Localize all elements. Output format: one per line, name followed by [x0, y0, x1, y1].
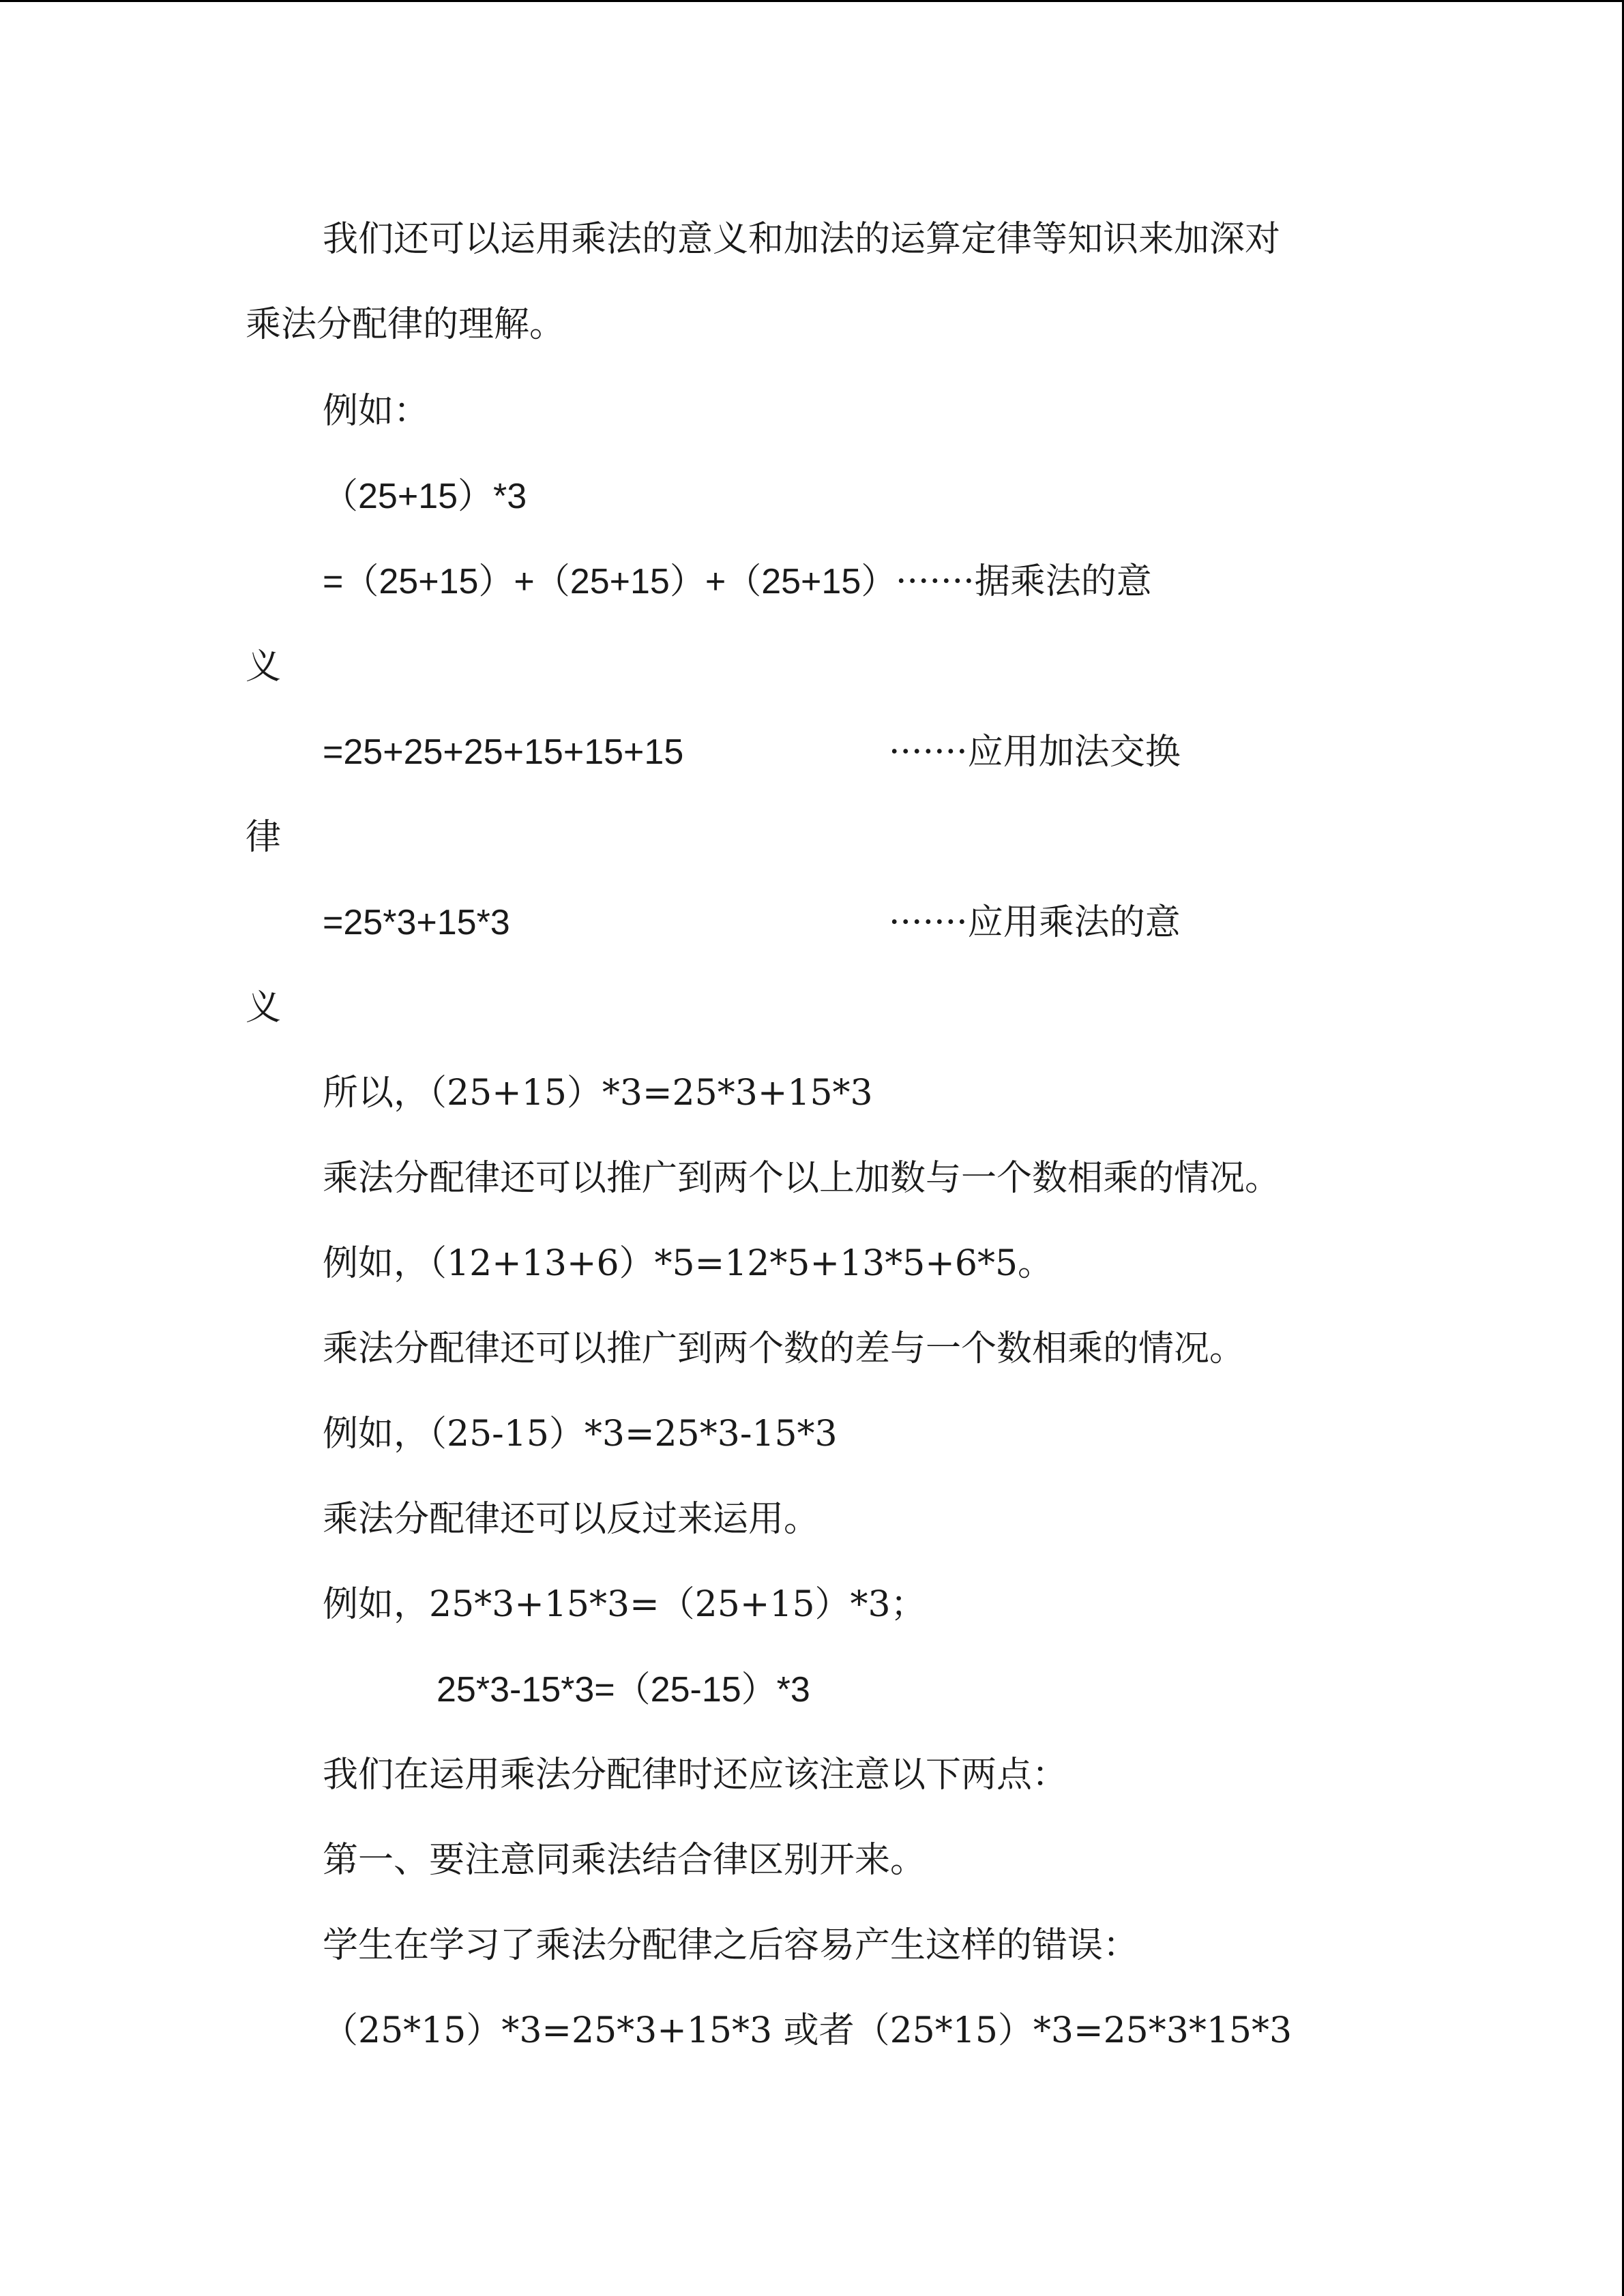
common-mistake-intro: 学生在学习了乘法分配律之后容易产生这样的错误： — [323, 1925, 1139, 1966]
equation-step2: =25+25+25+15+15+15 — [323, 732, 684, 772]
equation-step3-note-wrap: 义 — [246, 987, 282, 1028]
conclusion: 所以，（25+15）*3=25*3+15*3 — [323, 1073, 873, 1114]
equation-step3-note: ·······应用乘法的意 — [889, 902, 1181, 943]
example-reverse-1: 例如，25*3+15*3=（25+15）*3； — [323, 1584, 926, 1625]
example-label: 例如： — [323, 391, 430, 432]
paragraph-intro-line2: 乘法分配律的理解。 — [246, 304, 565, 345]
common-mistake-example: （25*15）*3=25*3+15*3 或者（25*15）*3=25*3*15*3 — [323, 2010, 1293, 2051]
equation-step1-note: ·······据乘法的意 — [896, 561, 1152, 602]
equation-step3: =25*3+15*3 — [323, 903, 510, 942]
paragraph-intro-line1: 我们还可以运用乘法的意义和加法的运算定律等知识来加深对 — [323, 219, 1281, 260]
equation-step1-note-wrap: 义 — [246, 646, 282, 687]
equation-start: （25+15）*3 — [323, 477, 527, 516]
equation-step2-note: ·······应用加法交换 — [889, 732, 1181, 773]
notes-intro: 我们在运用乘法分配律时还应该注意以下两点： — [323, 1755, 1068, 1795]
equation-step1: =（25+15）+（25+15）+（25+15） — [323, 562, 897, 601]
reverse-application: 乘法分配律还可以反过来运用。 — [323, 1499, 820, 1540]
example-sum: 例如，（12+13+6）*5=12*5+13*5+6*5。 — [323, 1243, 1054, 1284]
equation-step2-note-wrap: 律 — [246, 817, 282, 858]
generalization-difference: 乘法分配律还可以推广到两个数的差与一个数相乘的情况。 — [323, 1328, 1245, 1369]
generalization-sum: 乘法分配律还可以推广到两个以上加数与一个数相乘的情况。 — [323, 1158, 1281, 1199]
example-reverse-2: 25*3-15*3=（25-15）*3 — [437, 1670, 810, 1710]
note-first: 第一、要注意同乘法结合律区别开来。 — [323, 1840, 926, 1881]
example-difference: 例如，（25-15）*3=25*3-15*3 — [323, 1414, 838, 1455]
